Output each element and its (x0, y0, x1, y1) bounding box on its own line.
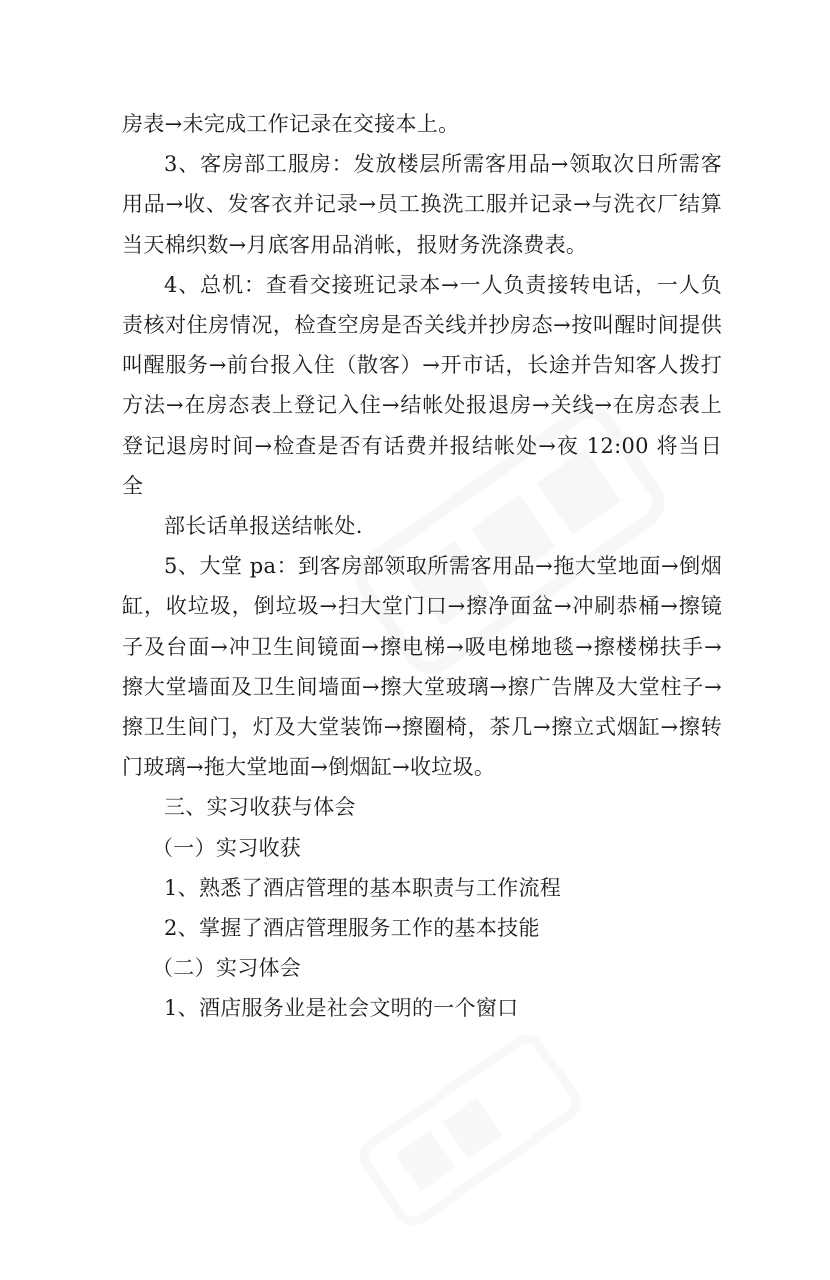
paragraph-lobby-pa: 5、大堂 pa：到客房部领取所需客用品→拖大堂地面→倒烟缸，收垃圾，倒垃圾→扫大堂门口→擦净面盆→冲刷恭桶→擦镜子及台面→冲卫生间镜面→擦电梯→吸电梯地毯→擦楼梯扶手→擦大堂墙面及卫生间墙面→擦大堂玻璃→擦广告牌及大堂柱子→擦卫生间门，灯及大堂装饰→擦圈椅，茶几→擦立式烟缸→擦转门玻璃→拖大堂地面→倒烟缸→收垃圾。 (122, 554, 722, 780)
paragraph-continuation: 房表→未完成工作记录在交接本上。 (122, 112, 460, 136)
paragraph-housekeeping-uniform-room: 3、客房部工服房：发放楼层所需客用品→领取次日所需客用品→收、发客衣并记录→员工换洗工服并记录→与洗衣厂结算当天棉织数→月底客用品消帐，报财务洗涤费表。 (122, 152, 722, 257)
subsection-heading: （一）实习收获 (152, 835, 302, 860)
subsection-heading: （二）实习体会 (152, 956, 302, 981)
body-text (122, 104, 722, 1029)
paragraph-switchboard-end: 部长话单报送结帐处. (164, 514, 363, 539)
list-item: 2、掌握了酒店管理服务工作的基本技能 (164, 916, 540, 941)
paragraph-switchboard: 4、总机：查看交接班记录本→一人负责接转电话，一人负责核对住房情况，检查空房是否关线并抄房态→按叫醒时间提供叫醒服务→前台报入住（散客）→开市话，长途并告知客人拨打方法→在房态表上登记入住→结帐处报退房→关线→在房态表上登记退房时间→检查是否有话费并报结帐处→夜 12:00 将当日全 (122, 272, 722, 498)
section-heading: 三、实习收获与体会 (164, 795, 356, 820)
list-item: 1、熟悉了酒店管理的基本职责与工作流程 (164, 875, 562, 900)
list-item: 1、酒店服务业是社会文明的一个窗口 (164, 996, 519, 1021)
